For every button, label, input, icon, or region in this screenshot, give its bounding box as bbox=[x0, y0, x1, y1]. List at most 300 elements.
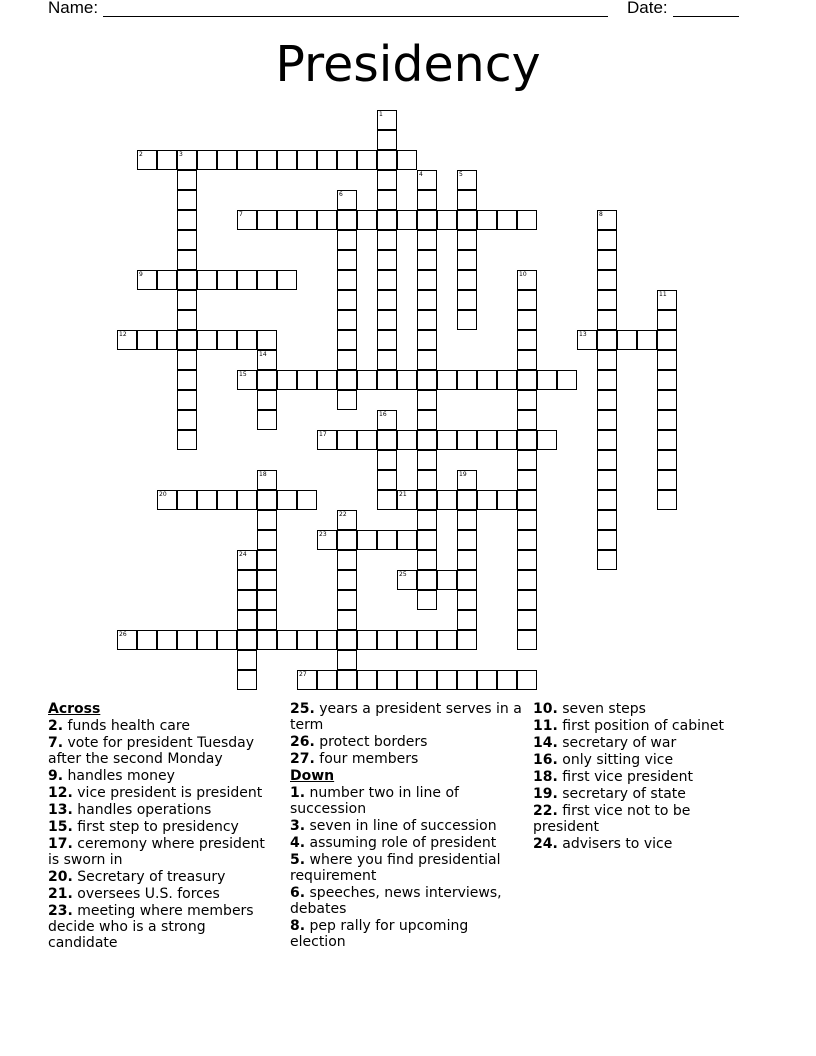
grid-cell[interactable] bbox=[377, 370, 397, 390]
grid-cell[interactable] bbox=[377, 150, 397, 170]
grid-cell[interactable] bbox=[297, 670, 317, 690]
clue-text: handles money bbox=[67, 768, 175, 784]
grid-cell[interactable] bbox=[417, 470, 437, 490]
grid-cell[interactable] bbox=[237, 370, 257, 390]
grid-cell[interactable] bbox=[457, 210, 477, 230]
clue-number: 12. bbox=[48, 785, 73, 801]
grid-cell[interactable] bbox=[417, 670, 437, 690]
cell-number: 15 bbox=[239, 371, 247, 378]
grid-cell[interactable] bbox=[177, 190, 197, 210]
grid-cell[interactable] bbox=[377, 630, 397, 650]
grid-cell[interactable] bbox=[137, 270, 157, 290]
clue-across-23 bbox=[48, 903, 278, 951]
grid-cell[interactable] bbox=[657, 490, 677, 510]
grid-cell[interactable] bbox=[457, 490, 477, 510]
clue-text: Secretary of treasury bbox=[77, 869, 226, 885]
grid-cell[interactable] bbox=[377, 350, 397, 370]
grid-cell[interactable] bbox=[277, 210, 297, 230]
grid-cell[interactable] bbox=[377, 190, 397, 210]
grid-cell[interactable] bbox=[177, 170, 197, 190]
grid-cell[interactable] bbox=[177, 150, 197, 170]
grid-cell[interactable] bbox=[597, 210, 617, 230]
grid-cell[interactable] bbox=[337, 670, 357, 690]
grid-cell[interactable] bbox=[537, 370, 557, 390]
grid-cell[interactable] bbox=[337, 370, 357, 390]
grid-cell[interactable] bbox=[457, 550, 477, 570]
grid-cell[interactable] bbox=[457, 190, 477, 210]
grid-cell[interactable] bbox=[597, 350, 617, 370]
grid-cell[interactable] bbox=[337, 250, 357, 270]
grid-cell[interactable] bbox=[597, 530, 617, 550]
grid-cell[interactable] bbox=[237, 610, 257, 630]
grid-cell[interactable] bbox=[517, 610, 537, 630]
grid-cell[interactable] bbox=[377, 490, 397, 510]
grid-cell[interactable] bbox=[517, 570, 537, 590]
grid-cell[interactable] bbox=[337, 150, 357, 170]
clue-number: 6. bbox=[290, 885, 306, 901]
grid-cell[interactable] bbox=[417, 430, 437, 450]
clue-text: seven steps bbox=[562, 701, 646, 717]
grid-cell[interactable] bbox=[357, 530, 377, 550]
clue-number: 2. bbox=[48, 718, 64, 734]
grid-cell[interactable] bbox=[437, 630, 457, 650]
grid-cell[interactable] bbox=[517, 370, 537, 390]
grid-cell[interactable] bbox=[177, 330, 197, 350]
grid-cell[interactable] bbox=[257, 490, 277, 510]
grid-cell[interactable] bbox=[177, 490, 197, 510]
grid-cell[interactable] bbox=[517, 590, 537, 610]
grid-cell[interactable] bbox=[457, 310, 477, 330]
grid-cell[interactable] bbox=[177, 270, 197, 290]
grid-cell[interactable] bbox=[257, 330, 277, 350]
grid-cell[interactable] bbox=[417, 410, 437, 430]
grid-cell[interactable] bbox=[277, 490, 297, 510]
grid-cell[interactable] bbox=[177, 430, 197, 450]
grid-cell[interactable] bbox=[417, 270, 437, 290]
grid-cell[interactable] bbox=[397, 490, 417, 510]
grid-cell[interactable] bbox=[137, 150, 157, 170]
grid-cell[interactable] bbox=[657, 330, 677, 350]
grid-cell[interactable] bbox=[657, 290, 677, 310]
grid-cell[interactable] bbox=[457, 250, 477, 270]
grid-cell[interactable] bbox=[157, 150, 177, 170]
grid-cell[interactable] bbox=[157, 330, 177, 350]
grid-cell[interactable] bbox=[357, 630, 377, 650]
grid-cell[interactable] bbox=[417, 190, 437, 210]
grid-cell[interactable] bbox=[477, 430, 497, 450]
grid-cell[interactable] bbox=[277, 270, 297, 290]
grid-cell[interactable] bbox=[137, 330, 157, 350]
grid-cell[interactable] bbox=[317, 150, 337, 170]
grid-cell[interactable] bbox=[597, 330, 617, 350]
grid-cell[interactable] bbox=[517, 630, 537, 650]
clue-text: handles operations bbox=[77, 802, 212, 818]
grid-cell[interactable] bbox=[557, 370, 577, 390]
across-heading: Across bbox=[48, 701, 101, 717]
grid-cell[interactable] bbox=[517, 270, 537, 290]
cell-number: 22 bbox=[339, 511, 347, 518]
grid-cell[interactable] bbox=[597, 290, 617, 310]
grid-cell[interactable] bbox=[377, 270, 397, 290]
grid-cell[interactable] bbox=[337, 510, 357, 530]
grid-cell[interactable] bbox=[437, 430, 457, 450]
grid-cell[interactable] bbox=[337, 230, 357, 250]
grid-cell[interactable] bbox=[457, 370, 477, 390]
grid-cell[interactable] bbox=[297, 490, 317, 510]
grid-cell[interactable] bbox=[337, 310, 357, 330]
grid-cell[interactable] bbox=[257, 370, 277, 390]
clue-down-19 bbox=[533, 786, 748, 802]
grid-cell[interactable] bbox=[157, 630, 177, 650]
grid-cell[interactable] bbox=[257, 550, 277, 570]
grid-cell[interactable] bbox=[237, 210, 257, 230]
grid-cell[interactable] bbox=[297, 210, 317, 230]
grid-cell[interactable] bbox=[597, 230, 617, 250]
grid-cell[interactable] bbox=[197, 330, 217, 350]
grid-cell[interactable] bbox=[277, 150, 297, 170]
grid-cell[interactable] bbox=[257, 150, 277, 170]
grid-cell[interactable] bbox=[177, 370, 197, 390]
grid-cell[interactable] bbox=[217, 490, 237, 510]
clue-across-2 bbox=[48, 718, 278, 734]
grid-cell[interactable] bbox=[317, 530, 337, 550]
grid-cell[interactable] bbox=[217, 630, 237, 650]
grid-cell[interactable] bbox=[377, 210, 397, 230]
grid-cell[interactable] bbox=[317, 430, 337, 450]
grid-cell[interactable] bbox=[417, 170, 437, 190]
grid-cell[interactable] bbox=[477, 210, 497, 230]
grid-cell[interactable] bbox=[417, 630, 437, 650]
grid-cell[interactable] bbox=[257, 470, 277, 490]
grid-cell[interactable] bbox=[337, 350, 357, 370]
grid-cell[interactable] bbox=[437, 210, 457, 230]
grid-cell[interactable] bbox=[117, 330, 137, 350]
grid-cell[interactable] bbox=[317, 210, 337, 230]
grid-cell[interactable] bbox=[217, 150, 237, 170]
grid-cell[interactable] bbox=[437, 670, 457, 690]
grid-cell[interactable] bbox=[657, 450, 677, 470]
grid-cell[interactable] bbox=[497, 670, 517, 690]
grid-cell[interactable] bbox=[417, 590, 437, 610]
grid-cell[interactable] bbox=[177, 230, 197, 250]
clue-number: 18. bbox=[533, 769, 558, 785]
grid-cell[interactable] bbox=[477, 670, 497, 690]
grid-cell[interactable] bbox=[497, 430, 517, 450]
grid-cell[interactable] bbox=[417, 390, 437, 410]
grid-cell[interactable] bbox=[457, 470, 477, 490]
grid-cell[interactable] bbox=[477, 490, 497, 510]
grid-cell[interactable] bbox=[357, 670, 377, 690]
grid-cell[interactable] bbox=[517, 390, 537, 410]
grid-cell[interactable] bbox=[457, 230, 477, 250]
grid-cell[interactable] bbox=[257, 630, 277, 650]
grid-cell[interactable] bbox=[517, 310, 537, 330]
grid-cell[interactable] bbox=[457, 290, 477, 310]
grid-cell[interactable] bbox=[397, 430, 417, 450]
grid-cell[interactable] bbox=[417, 570, 437, 590]
grid-cell[interactable] bbox=[177, 630, 197, 650]
grid-cell[interactable] bbox=[257, 510, 277, 530]
grid-cell[interactable] bbox=[377, 290, 397, 310]
grid-cell[interactable] bbox=[137, 630, 157, 650]
grid-cell[interactable] bbox=[517, 290, 537, 310]
grid-cell[interactable] bbox=[457, 170, 477, 190]
grid-cell[interactable] bbox=[417, 290, 437, 310]
grid-cell[interactable] bbox=[537, 430, 557, 450]
clue-number: 1. bbox=[290, 785, 306, 801]
grid-cell[interactable] bbox=[377, 530, 397, 550]
grid-cell[interactable] bbox=[497, 490, 517, 510]
grid-cell[interactable] bbox=[517, 330, 537, 350]
grid-cell[interactable] bbox=[577, 330, 597, 350]
clue-text: number two in line of succession bbox=[290, 785, 459, 817]
grid-cell[interactable] bbox=[237, 630, 257, 650]
grid-cell[interactable] bbox=[257, 590, 277, 610]
grid-cell[interactable] bbox=[237, 330, 257, 350]
grid-cell[interactable] bbox=[377, 310, 397, 330]
grid-cell[interactable] bbox=[637, 330, 657, 350]
cell-number: 9 bbox=[139, 271, 143, 278]
grid-cell[interactable] bbox=[417, 350, 437, 370]
grid-cell[interactable] bbox=[397, 630, 417, 650]
grid-cell[interactable] bbox=[197, 630, 217, 650]
cell-number: 8 bbox=[599, 211, 603, 218]
grid-cell[interactable] bbox=[597, 510, 617, 530]
grid-cell[interactable] bbox=[397, 570, 417, 590]
grid-cell[interactable] bbox=[457, 590, 477, 610]
clue-down-10 bbox=[533, 701, 748, 717]
grid-cell[interactable] bbox=[257, 410, 277, 430]
grid-cell[interactable] bbox=[337, 190, 357, 210]
grid-cell[interactable] bbox=[597, 370, 617, 390]
grid-cell[interactable] bbox=[177, 290, 197, 310]
grid-cell[interactable] bbox=[397, 210, 417, 230]
grid-cell[interactable] bbox=[377, 330, 397, 350]
grid-cell[interactable] bbox=[377, 110, 397, 130]
grid-cell[interactable] bbox=[297, 150, 317, 170]
grid-cell[interactable] bbox=[517, 530, 537, 550]
grid-cell[interactable] bbox=[257, 530, 277, 550]
cell-number: 10 bbox=[519, 271, 527, 278]
grid-cell[interactable] bbox=[597, 310, 617, 330]
grid-cell[interactable] bbox=[337, 270, 357, 290]
grid-cell[interactable] bbox=[597, 390, 617, 410]
grid-cell[interactable] bbox=[337, 650, 357, 670]
grid-cell[interactable] bbox=[217, 270, 237, 290]
grid-cell[interactable] bbox=[517, 490, 537, 510]
grid-cell[interactable] bbox=[377, 450, 397, 470]
clue-number: 11. bbox=[533, 718, 558, 734]
grid-cell[interactable] bbox=[377, 170, 397, 190]
grid-cell[interactable] bbox=[517, 470, 537, 490]
grid-cell[interactable] bbox=[457, 430, 477, 450]
grid-cell[interactable] bbox=[617, 330, 637, 350]
clue-across-25 bbox=[290, 701, 525, 733]
grid-cell[interactable] bbox=[597, 270, 617, 290]
grid-cell[interactable] bbox=[337, 570, 357, 590]
grid-cell[interactable] bbox=[417, 210, 437, 230]
grid-cell[interactable] bbox=[497, 210, 517, 230]
grid-cell[interactable] bbox=[597, 250, 617, 270]
clue-across-27 bbox=[290, 751, 525, 767]
grid-cell[interactable] bbox=[417, 530, 437, 550]
grid-cell[interactable] bbox=[397, 150, 417, 170]
grid-cell[interactable] bbox=[417, 250, 437, 270]
grid-cell[interactable] bbox=[317, 370, 337, 390]
grid-cell[interactable] bbox=[337, 610, 357, 630]
grid-cell[interactable] bbox=[357, 370, 377, 390]
grid-cell[interactable] bbox=[657, 350, 677, 370]
grid-cell[interactable] bbox=[457, 570, 477, 590]
grid-cell[interactable] bbox=[517, 350, 537, 370]
grid-cell[interactable] bbox=[397, 670, 417, 690]
grid-cell[interactable] bbox=[657, 410, 677, 430]
grid-cell[interactable] bbox=[237, 590, 257, 610]
grid-cell[interactable] bbox=[337, 550, 357, 570]
grid-cell[interactable] bbox=[597, 490, 617, 510]
grid-cell[interactable] bbox=[357, 150, 377, 170]
grid-cell[interactable] bbox=[337, 210, 357, 230]
grid-cell[interactable] bbox=[517, 450, 537, 470]
grid-cell[interactable] bbox=[157, 270, 177, 290]
grid-cell[interactable] bbox=[657, 390, 677, 410]
grid-cell[interactable] bbox=[257, 390, 277, 410]
clue-number: 7. bbox=[48, 735, 64, 751]
grid-cell[interactable] bbox=[237, 670, 257, 690]
clue-number: 15. bbox=[48, 819, 73, 835]
grid-cell[interactable] bbox=[657, 370, 677, 390]
name-label: Name: bbox=[48, 0, 99, 17]
grid-cell[interactable] bbox=[517, 430, 537, 450]
grid-cell[interactable] bbox=[337, 630, 357, 650]
grid-cell[interactable] bbox=[257, 210, 277, 230]
grid-cell[interactable] bbox=[417, 490, 437, 510]
grid-cell[interactable] bbox=[657, 470, 677, 490]
grid-cell[interactable] bbox=[477, 370, 497, 390]
grid-cell[interactable] bbox=[657, 310, 677, 330]
grid-cell[interactable] bbox=[377, 410, 397, 430]
grid-cell[interactable] bbox=[457, 670, 477, 690]
grid-cell[interactable] bbox=[337, 590, 357, 610]
cell-number: 3 bbox=[179, 151, 183, 158]
grid-cell[interactable] bbox=[337, 430, 357, 450]
grid-cell[interactable] bbox=[377, 670, 397, 690]
grid-cell[interactable] bbox=[417, 550, 437, 570]
grid-cell[interactable] bbox=[197, 150, 217, 170]
grid-cell[interactable] bbox=[457, 610, 477, 630]
grid-cell[interactable] bbox=[517, 210, 537, 230]
grid-cell[interactable] bbox=[417, 510, 437, 530]
grid-cell[interactable] bbox=[377, 470, 397, 490]
clue-number: 25. bbox=[290, 701, 315, 717]
grid-cell[interactable] bbox=[517, 510, 537, 530]
clue-text: advisers to vice bbox=[562, 836, 673, 852]
grid-cell[interactable] bbox=[157, 490, 177, 510]
grid-cell[interactable] bbox=[337, 330, 357, 350]
grid-cell[interactable] bbox=[417, 370, 437, 390]
grid-cell[interactable] bbox=[197, 270, 217, 290]
grid-cell[interactable] bbox=[237, 490, 257, 510]
grid-cell[interactable] bbox=[257, 270, 277, 290]
grid-cell[interactable] bbox=[517, 670, 537, 690]
grid-cell[interactable] bbox=[597, 430, 617, 450]
grid-cell[interactable] bbox=[657, 430, 677, 450]
grid-cell[interactable] bbox=[297, 370, 317, 390]
grid-cell[interactable] bbox=[397, 530, 417, 550]
grid-cell[interactable] bbox=[177, 350, 197, 370]
grid-cell[interactable] bbox=[177, 210, 197, 230]
grid-cell[interactable] bbox=[497, 370, 517, 390]
grid-cell[interactable] bbox=[337, 390, 357, 410]
grid-cell[interactable] bbox=[377, 130, 397, 150]
grid-cell[interactable] bbox=[237, 650, 257, 670]
grid-cell[interactable] bbox=[517, 410, 537, 430]
clue-down-16 bbox=[533, 752, 748, 768]
grid-cell[interactable] bbox=[397, 370, 417, 390]
grid-cell[interactable] bbox=[237, 150, 257, 170]
grid-cell[interactable] bbox=[437, 370, 457, 390]
grid-cell[interactable] bbox=[257, 610, 277, 630]
grid-cell[interactable] bbox=[377, 230, 397, 250]
grid-cell[interactable] bbox=[197, 490, 217, 510]
grid-cell[interactable] bbox=[417, 450, 437, 470]
grid-cell[interactable] bbox=[377, 430, 397, 450]
grid-cell[interactable] bbox=[357, 210, 377, 230]
grid-cell[interactable] bbox=[457, 630, 477, 650]
grid-cell[interactable] bbox=[457, 530, 477, 550]
grid-cell[interactable] bbox=[457, 510, 477, 530]
grid-cell[interactable] bbox=[177, 390, 197, 410]
grid-cell[interactable] bbox=[237, 270, 257, 290]
grid-cell[interactable] bbox=[257, 350, 277, 370]
grid-cell[interactable] bbox=[177, 310, 197, 330]
grid-cell[interactable] bbox=[177, 410, 197, 430]
clue-number: 9. bbox=[48, 768, 64, 784]
grid-cell[interactable] bbox=[457, 270, 477, 290]
grid-cell[interactable] bbox=[597, 410, 617, 430]
grid-cell[interactable] bbox=[317, 630, 337, 650]
grid-cell[interactable] bbox=[417, 310, 437, 330]
grid-cell[interactable] bbox=[597, 450, 617, 470]
grid-cell[interactable] bbox=[437, 570, 457, 590]
grid-cell[interactable] bbox=[217, 330, 237, 350]
grid-cell[interactable] bbox=[317, 670, 337, 690]
grid-cell[interactable] bbox=[277, 370, 297, 390]
grid-cell[interactable] bbox=[117, 630, 137, 650]
grid-cell[interactable] bbox=[437, 490, 457, 510]
clue-number: 17. bbox=[48, 836, 73, 852]
grid-cell[interactable] bbox=[597, 550, 617, 570]
grid-cell[interactable] bbox=[517, 550, 537, 570]
clue-text: secretary of war bbox=[562, 735, 677, 751]
grid-cell[interactable] bbox=[277, 630, 297, 650]
grid-cell[interactable] bbox=[297, 630, 317, 650]
grid-cell[interactable] bbox=[237, 570, 257, 590]
clue-text: pep rally for upcoming election bbox=[290, 918, 469, 950]
grid-cell[interactable] bbox=[417, 230, 437, 250]
grid-cell[interactable] bbox=[337, 290, 357, 310]
grid-cell[interactable] bbox=[417, 330, 437, 350]
grid-cell[interactable] bbox=[377, 250, 397, 270]
clue-number: 21. bbox=[48, 886, 73, 902]
grid-cell[interactable] bbox=[237, 550, 257, 570]
grid-cell[interactable] bbox=[357, 430, 377, 450]
grid-cell[interactable] bbox=[337, 530, 357, 550]
grid-cell[interactable] bbox=[177, 250, 197, 270]
clue-across-12 bbox=[48, 785, 278, 801]
grid-cell[interactable] bbox=[257, 570, 277, 590]
grid-cell[interactable] bbox=[597, 470, 617, 490]
